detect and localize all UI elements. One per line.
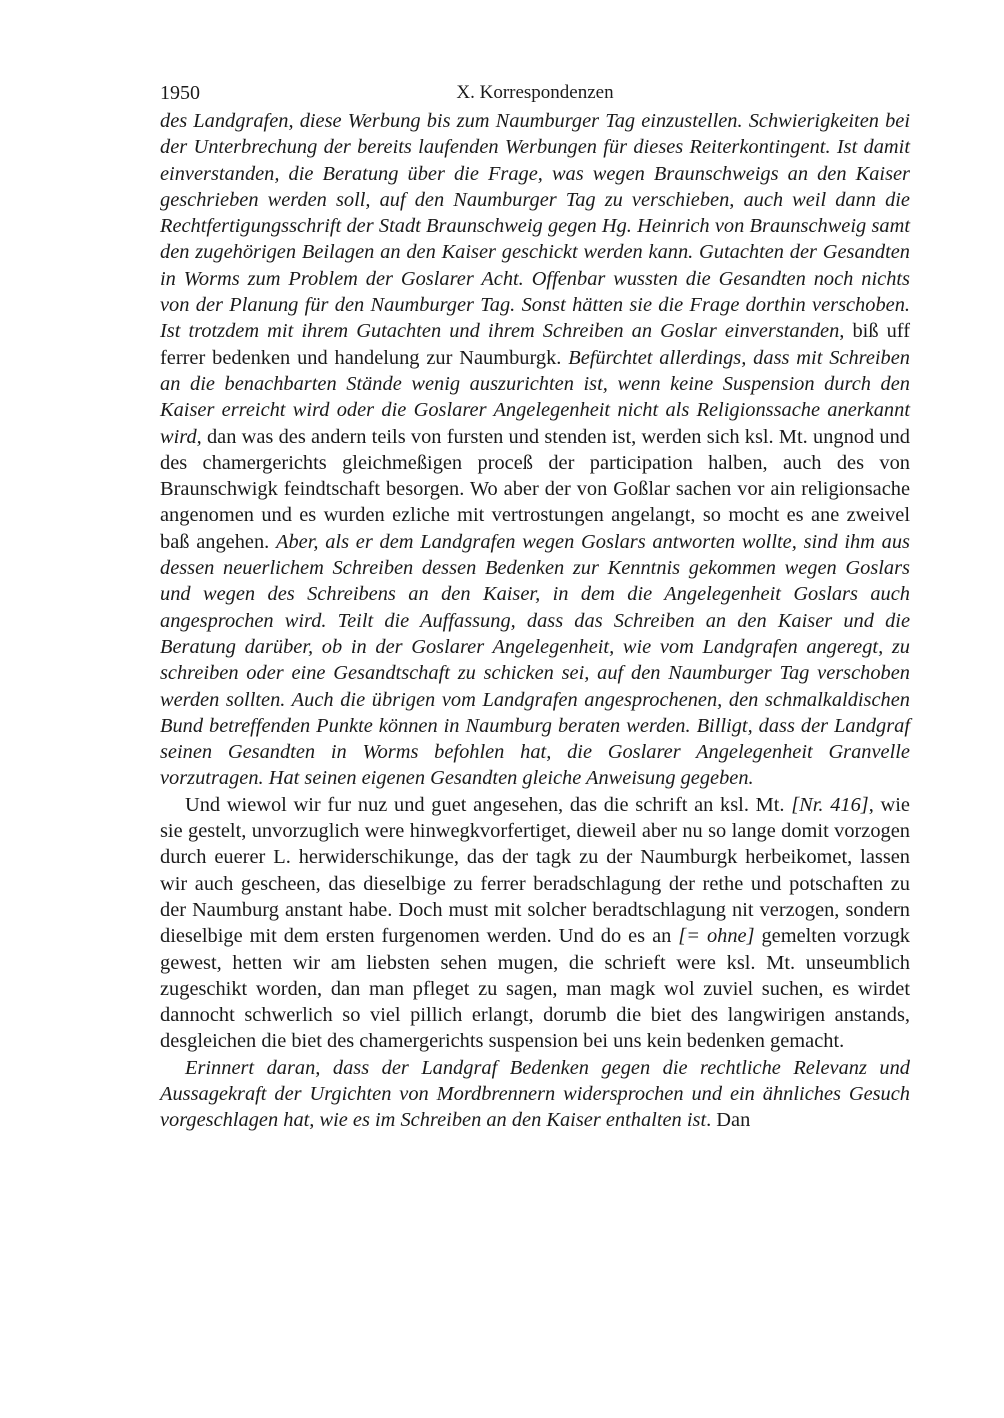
running-head: X. Korrespondenzen: [456, 82, 614, 103]
italic-text: Aber, als er dem Landgrafen wegen Goslars antworten wollte, sind ihm aus dessen neuerlichem Schreiben dessen Bedenken zur Kenntnis gekommen wegen Goslars und wegen des Schreibens an den Kaiser, in dem die Angelegenheit Goslars auch angesprochen wird. Teilt die Auffassung, dass das Schreiben an den Kaiser und die Beratung darüber, ob in der Goslarer Angelegenheit, wie vom Landgrafen angeregt, zu schreiben oder eine Gesandtschaft zu schicken sei, auf den Naumburger Tag verschoben werden sollten. Auch die übrigen vom Landgrafen angesprochenen, den schmalkaldischen Bund betreffenden Punkte können in Naumburg beraten werden. Billigt, dass der Landgraf seinen Gesandten in Worms befohlen hat, die Goslarer Angelegenheit Granvelle vorzutragen. Hat seinen eigenen Gesandten gleiche Anweisung gegeben.: [160, 530, 910, 790]
italic-text: Befürchtet allerdings, dass mit Schreiben an die benachbarten Stände wenig auszurichten ist, wenn keine Suspension durch den Kaiser erreicht wird oder die Goslarer Angelegenheit nicht als Religionssache anerkannt wird,: [160, 346, 910, 448]
italic-text: [Nr. 416]: [791, 793, 869, 816]
paragraph: [160, 1055, 910, 1134]
body-text: [160, 108, 910, 1134]
roman-text: , wie sie gestelt, unvorzuglich were hinwegkvorfertiget, dieweil aber nu so lange domit vorzogen durch euerer L. herwiderschikunge, das der tagk zu der Naumburgk herbeikomet, lassen wir auch gescheen, das dieselbige zu ferrer beradschlagung der rethe und potschaften zu der Naumburg anstant habe. Doch must mit solcher beradtschlagung nit verzogen, sondern dieselbige mit dem ersten furgenomen werden. Und do es an: [160, 793, 910, 948]
roman-text: . Dan: [706, 1109, 751, 1132]
roman-text: gemelten vorzugk gewest, hetten wir am liebsten sehen mugen, die schrieft were ksl. Mt. unseumblich zugeschikt worden, dan man pfleget zu sagen, man magk wol zuviel suchen, es wirdet dannocht schwerlich so viel pillich erlangt, dorumb die biet des langwirigen anstands, desgleichen die biet des chamergerichts suspension bei uns kein bedenken gemacht.: [160, 925, 910, 1053]
document-page: [160, 78, 910, 1134]
paragraph: [160, 108, 910, 792]
paragraph: [160, 792, 910, 1055]
page-number: 1950: [160, 82, 200, 104]
page-header: [160, 78, 910, 108]
roman-text: dan was des andern teils von fursten und stenden ist, werden sich ksl. Mt. ungnod und des chamergerichts gleichmeßigen proceß der participation halben, auch des von Braunschwigk feindtschaft besorgen. Wo aber der von Goßlar sachen vor ain religionsache angenomen und es wurden ezliche mit vertrostungen angelangt, so mocht es ane zweivel baß angehen.: [160, 425, 910, 553]
italic-text: Erinnert daran, dass der Landgraf Bedenken gegen die rechtliche Relevanz und Aussagekraft der Urgichten von Mordbrennern widersprochen und ein ähnliches Gesuch vorgeschlagen hat, wie es im Schreiben an den Kaiser enthalten ist: [160, 1056, 910, 1132]
roman-text: Und wiewol wir fur nuz und guet angesehen, das die schrift an ksl. Mt.: [185, 793, 792, 816]
roman-text: biß uff ferrer bedenken und handelung zur Naumburgk.: [160, 320, 911, 369]
italic-text: des Landgrafen, diese Werbung bis zum Naumburger Tag einzustellen. Schwierigkeiten bei der Unterbrechung der bereits laufenden Werbungen für dieses Reiterkontingent. Ist damit einverstanden, die Beratung über die Frage, was wegen Braunschweigs an den Kaiser geschrieben werden soll, auf den Naumburger Tag zu verschieben, auch weil dann die Rechtfertigungsschrift der Stadt Braunschweig gegen Hg. Heinrich von Braunschweig samt den zugehörigen Beilagen an den Kaiser geschickt werden kann. Gutachten der Gesandten in Worms zum Problem der Goslarer Acht. Offenbar wussten die Gesandten noch nichts von der Planung für den Naumburger Tag. Sonst hätten sie die Frage dorthin verschoben. Ist trotzdem mit ihrem Gutachten und ihrem Schreiben an Goslar einverstanden,: [160, 110, 910, 343]
italic-text: [= ohne]: [678, 925, 755, 948]
